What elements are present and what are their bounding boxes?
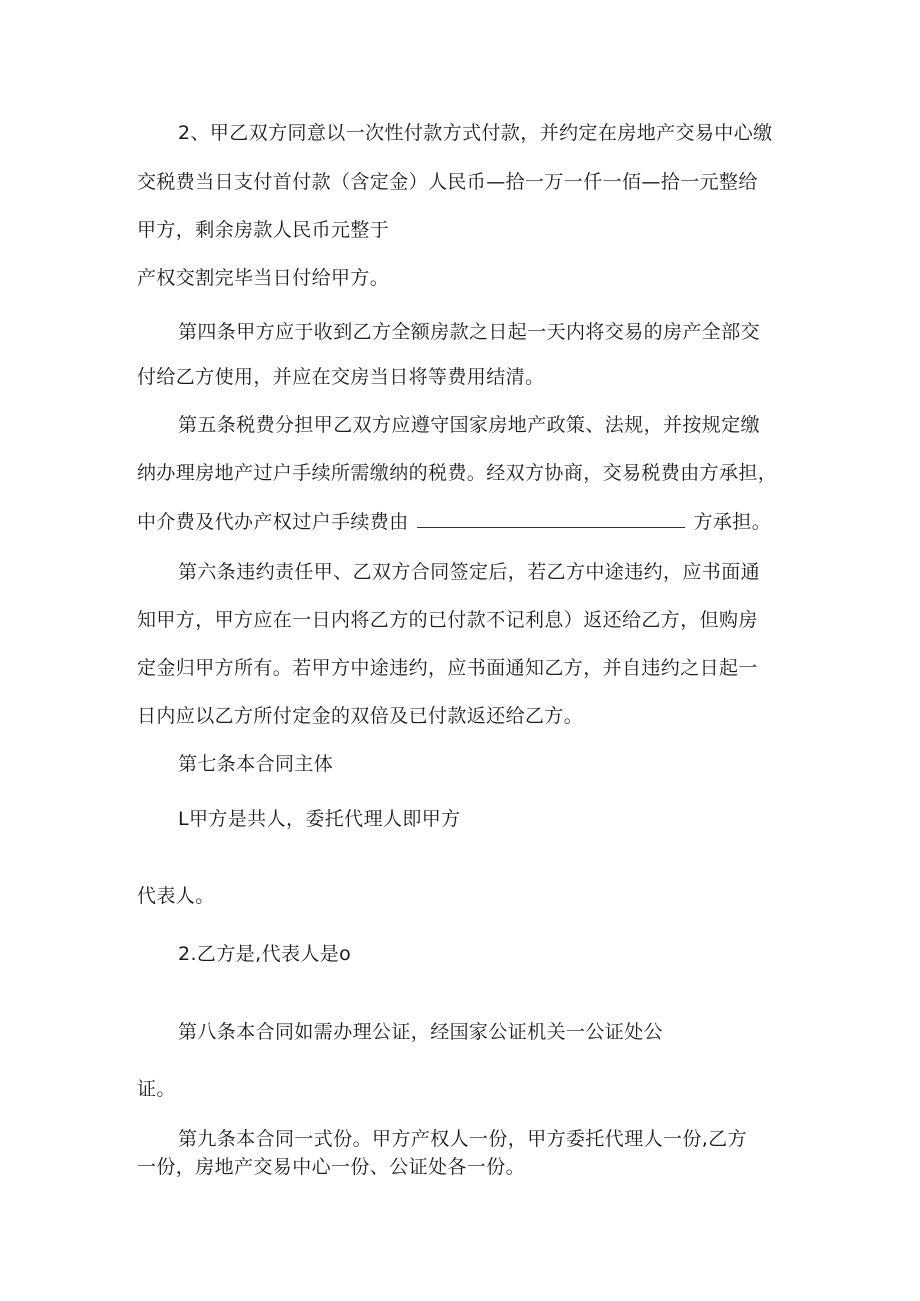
clause6-line4: 日内应以乙方所付定金的双倍及已付款返还给乙方。	[137, 705, 584, 727]
clause9-line2: 一份，房地产交易中心一份、公证处各一份。	[137, 1156, 526, 1178]
clause9-line1: 第九条本合同一式份。甲方产权人一份，甲方委托代理人一份,乙方	[178, 1128, 748, 1150]
clause8-line1: 第八条本合同如需办理公证，经国家公证机关一公证处公	[178, 1021, 664, 1043]
clause3-item2-line4: 产权交割完毕当日付给甲方。	[137, 267, 390, 289]
clause7-item1: L甲方是共人，委托代理人即甲方	[178, 808, 461, 830]
clause5-line2: 纳办理房地产过户手续所需缴纳的税费。经双方协商，交易税费由方承担，	[137, 462, 778, 484]
clause7-title: 第七条本合同主体	[178, 753, 334, 775]
clause6-line3: 定金归甲方所有。若甲方中途违约，应书面通知乙方，并自违约之日起一	[137, 657, 758, 679]
clause4-line2: 付给乙方使用，并应在交房当日将等费用结清。	[137, 366, 545, 388]
fee-party-blank	[417, 509, 685, 528]
clause6-line2: 知甲方，甲方应在一日内将乙方的已付款不记利息）返还给乙方，但购房	[137, 609, 758, 631]
clause7-item2: 2.乙方是,代表人是o	[178, 943, 352, 965]
clause5-line3	[137, 509, 771, 534]
clause5-line1: 第五条税费分担甲乙双方应遵守国家房地产政策、法规，并按规定缴	[178, 414, 761, 436]
clause5-line3-suffix: 方承担。	[693, 511, 772, 533]
clause3-item2-line3: 甲方，剩余房款人民币元整于	[137, 219, 390, 241]
clause8-line2: 证。	[137, 1078, 176, 1100]
clause4-line1: 第四条甲方应于收到乙方全额房款之日起一天内将交易的房产全部交	[178, 321, 761, 343]
clause3-item2-line2: 交税费当日支付首付款（含定金）人民币—拾一万一仟一佰—拾一元整给	[137, 171, 758, 193]
clause7-item1-cont: 代表人。	[137, 885, 215, 907]
clause6-line1: 第六条违约责任甲、乙双方合同签定后，若乙方中途违约，应书面通	[178, 561, 761, 583]
clause3-item2-line1: 2、甲乙双方同意以一次性付款方式付款，并约定在房地产交易中心缴	[178, 122, 773, 144]
clause5-line3-prefix: 中介费及代办产权过户手续费由	[137, 511, 409, 533]
